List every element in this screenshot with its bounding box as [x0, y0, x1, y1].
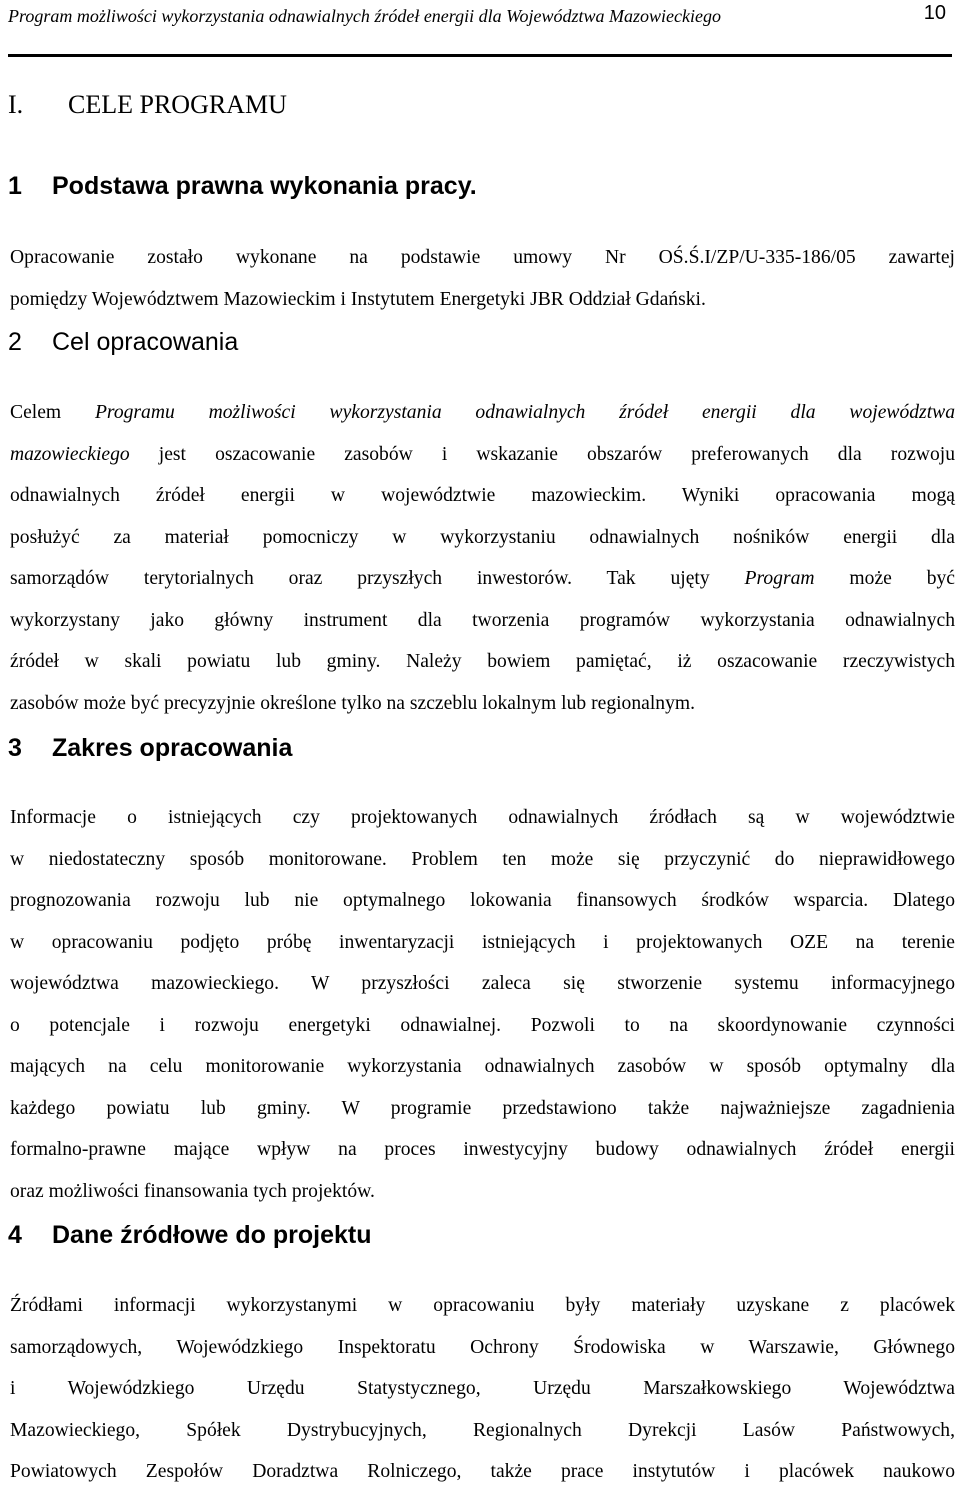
paragraph-line: Źródłami informacji wykorzystanymi w opracowaniu były materiały uzyskane z placówek	[10, 1295, 955, 1316]
paragraph-line: formalno-prawne mające wpływ na proces inwestycyjny budowy odnawialnych źródeł energii	[10, 1139, 955, 1160]
section-title: Podstawa prawna wykonania pracy.	[52, 172, 477, 200]
paragraph-line: Opracowanie zostało wykonane na podstawie umowy Nr OŚ.Ś.I/ZP/U-335-186/05 zawartej	[10, 247, 955, 268]
section-number: 1	[8, 172, 22, 200]
italic-text-run: mazowieckiego	[10, 443, 130, 465]
section-number: 2	[8, 328, 22, 356]
chapter-heading	[8, 90, 287, 120]
section-heading-3	[8, 734, 292, 763]
section-heading-4	[8, 1221, 371, 1250]
text-run: samorządów terytorialnych oraz przyszłych inwestorów. Tak ujęty	[10, 568, 745, 589]
section-title: Dane źródłowe do projektu	[52, 1221, 372, 1249]
italic-text-run: Programu możliwości wykorzystania odnawialnych źródeł energii dla województwa	[94, 402, 955, 423]
paragraph-line: każdego powiatu lub gminy. W programie przedstawiono także najważniejsze zagadnienia	[10, 1097, 955, 1119]
paragraph-line: samorządowych, Wojewódzkiego Inspektoratu Ochrony Środowiska w Warszawie, Głównego	[10, 1336, 955, 1358]
paragraph-line: o potencjale i rozwoju energetyki odnawialnej. Pozwoli to na skoordynowanie czynności	[10, 1014, 955, 1036]
paragraph-line: zasobów może być precyzyjnie określone tylko na szczeblu lokalnym lub regionalnym.	[10, 692, 696, 714]
text-run: Celem	[10, 402, 95, 423]
paragraph-line: w opracowaniu podjęto próbę inwentaryzacji istniejących i projektowanych OZE na terenie	[10, 931, 955, 953]
paragraph-line: Mazowieckiego, Spółek Dystrybucyjnych, Regionalnych Dyrekcji Lasów Państwowych,	[10, 1419, 955, 1441]
section-2-paragraph	[10, 392, 955, 724]
section-1-paragraph	[10, 237, 955, 320]
paragraph-line	[10, 434, 955, 476]
paragraph-line: województwa mazowieckiego. W przyszłości zaleca się stworzenie systemu informacyjnego	[10, 973, 955, 994]
section-heading-1	[8, 172, 477, 201]
section-title: Zakres opracowania	[52, 734, 293, 762]
page-header	[0, 0, 960, 58]
section-heading-2	[8, 328, 238, 357]
chapter-title: CELE PROGRAMU	[68, 90, 287, 119]
text-run: może być	[814, 568, 955, 589]
italic-text-run: Program	[744, 568, 815, 589]
paragraph-line: Informacje o istniejących czy projektowanych odnawialnych źródłach są w województwie	[10, 807, 955, 828]
running-header-title: Program możliwości wykorzystania odnawialnych źródeł energii dla Województwa Mazowieckiego	[8, 6, 721, 26]
paragraph-line: Powiatowych Zespołów Doradztwa Rolniczego, także prace instytutów i placówek naukowo	[10, 1461, 955, 1482]
section-number: 4	[8, 1221, 22, 1249]
paragraph-line: wykorzystany jako główny instrument dla tworzenia programów wykorzystania odnawialnych	[10, 609, 955, 631]
section-title: Cel opracowania	[52, 328, 239, 356]
page-number: 10	[923, 2, 946, 24]
paragraph-line: i Wojewódzkiego Urzędu Statystycznego, Urzędu Marszałkowskiego Województwa	[10, 1378, 955, 1399]
paragraph-line: posłużyć za materiał pomocniczy w wykorzystaniu odnawialnych nośników energii dla	[10, 526, 955, 548]
paragraph-line: źródeł w skali powiatu lub gminy. Należy bowiem pamiętać, iż oszacowanie rzeczywistych	[10, 651, 955, 672]
section-number: 3	[8, 734, 22, 762]
paragraph-line: w niedostateczny sposób monitorowane. Problem ten może się przyczynić do nieprawidłowego	[10, 848, 955, 870]
paragraph-line	[10, 392, 955, 434]
section-3-paragraph	[10, 797, 955, 1212]
paragraph-line: pomiędzy Województwem Mazowieckim i Instytutem Energetyki JBR Oddział Gdański.	[10, 288, 706, 310]
paragraph-line: odnawialnych źródeł energii w województwie mazowieckim. Wyniki opracowania mogą	[10, 485, 955, 506]
header-rule	[8, 54, 952, 57]
text-run: jest oszacowanie zasobów i wskazanie obszarów preferowanych dla rozwoju	[129, 443, 955, 465]
paragraph-line: prognozowania rozwoju lub nie optymalnego lokowania finansowych środków wsparcia. Dlatego	[10, 890, 955, 911]
section-4-paragraph	[10, 1285, 955, 1493]
paragraph-line	[10, 558, 955, 600]
paragraph-line: oraz możliwości finansowania tych projektów.	[10, 1180, 375, 1202]
paragraph-line: mających na celu monitorowanie wykorzystania odnawialnych zasobów w sposób optymalny dla	[10, 1056, 955, 1077]
chapter-number: I.	[8, 90, 24, 119]
